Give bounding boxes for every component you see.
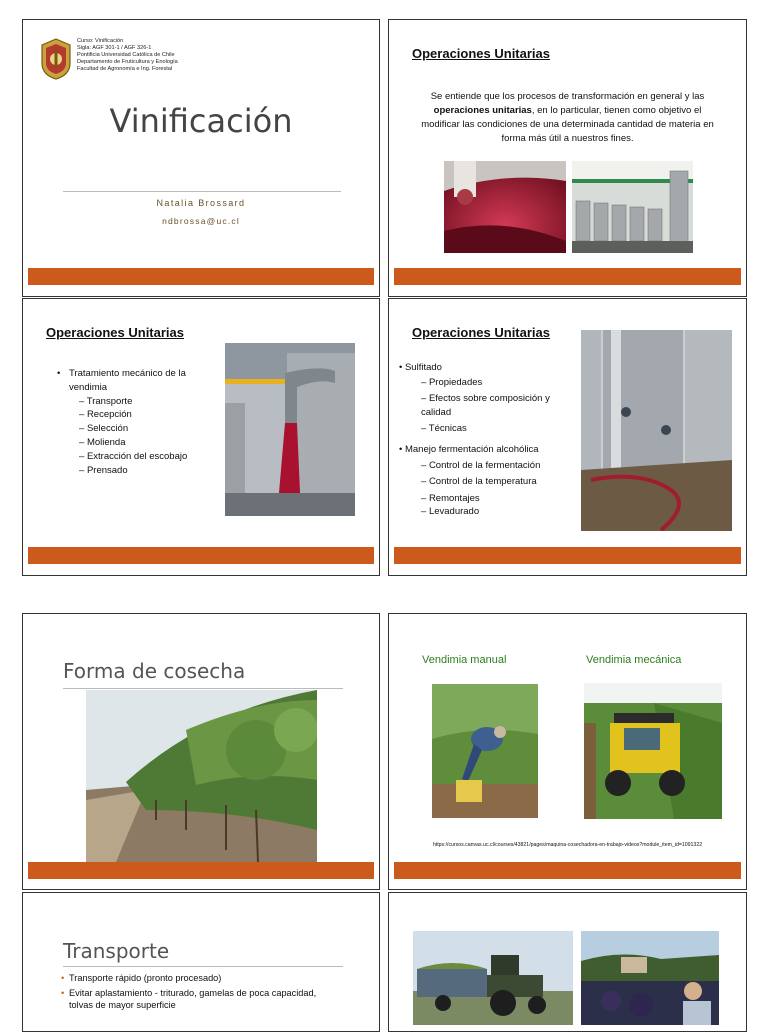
- slide-text: [401, 90, 734, 146]
- subitem-text: Transporte: [86, 395, 133, 407]
- photo-wine-pouring: [444, 161, 566, 253]
- subitem-text: Selección: [86, 423, 129, 435]
- video-link[interactable]: https://cursos.canvas.uc.cl/courses/43821/pages/maquina-cosechadora-en-trabajo-videos?module_item_id=1091322: [432, 842, 703, 848]
- bullet-text: Evitar aplastamiento - triturado, gamelas de poca capacidad, tolvas de mayor superficie: [69, 987, 317, 1010]
- footer-bar: [28, 268, 374, 285]
- list-item: • Transporte rápido (pronto procesado): [61, 973, 222, 983]
- list-subitem: – Técnicas: [421, 422, 467, 434]
- course-line: Sigla: AGF 301-1 / AGF 326-1: [77, 45, 152, 51]
- text-part: forma más útil a nuestros fines.: [501, 133, 634, 144]
- subitem-text: Extracción del escobajo: [86, 450, 188, 462]
- photo-mechanical-harvester: [584, 683, 722, 819]
- subitem-text: Levadurado: [428, 505, 480, 517]
- footer-bar: [394, 268, 741, 285]
- subitem-text: Técnicas: [428, 422, 467, 434]
- slide-title: Operaciones Unitarias: [412, 46, 550, 61]
- list-subitem: – Control de la fermentación: [421, 460, 541, 472]
- course-line: Curso: Vinificación: [77, 38, 124, 44]
- course-line: Departamento de Fruticultura y Enología: [77, 59, 178, 65]
- list-subitem: – Prensado: [79, 464, 128, 476]
- footer-bar: [394, 547, 741, 564]
- list-subitem: – Control de la temperatura: [421, 476, 537, 488]
- slide-title: Transporte: [63, 939, 170, 963]
- course-info: [77, 38, 178, 73]
- slide-2: [388, 19, 747, 297]
- divider: [63, 688, 343, 689]
- course-line: Pontificia Universidad Católica de Chile: [77, 52, 175, 58]
- list-item: • Sulfitado: [399, 362, 442, 373]
- slide-3: [22, 298, 380, 576]
- subitem-text: Molienda: [86, 436, 126, 448]
- slide-8: [388, 892, 747, 1032]
- footer-bar: [28, 862, 374, 879]
- course-line: Facultad de Agronomía e Ing. Forestal: [77, 66, 173, 72]
- author-email: ndbrossa@uc.cl: [162, 216, 240, 226]
- photo-vineyard-rows: [86, 690, 317, 862]
- footer-bar: [28, 547, 374, 564]
- slide-1: [22, 19, 380, 297]
- slide-7: [22, 892, 380, 1032]
- list-item: • Evitar aplastamiento - triturado, gamelas de poca capacidad, tolvas de mayor superficie: [61, 987, 321, 1012]
- list-item: • Manejo fermentación alcohólica: [399, 444, 539, 456]
- list-subitem: – Recepción: [79, 409, 132, 421]
- subitem-text: Propiedades: [428, 377, 483, 389]
- list-subitem: – Molienda: [79, 436, 126, 448]
- subitem-text: Remontajes: [428, 492, 480, 504]
- slide-5: [22, 613, 380, 890]
- subitem-text: Prensado: [86, 464, 128, 476]
- bullet-list: [61, 972, 321, 1012]
- slide-title: Vinificación: [109, 102, 293, 140]
- text-bold: operaciones unitarias: [433, 105, 532, 116]
- subitem-text: Control de la fermentación: [428, 460, 541, 472]
- subitem-text: Control de la temperatura: [428, 476, 537, 488]
- divider: [63, 191, 341, 192]
- list-subitem: – Selección: [79, 423, 129, 435]
- text-part: modificar las condiciones de una determinada cantidad de materia en: [421, 119, 714, 130]
- bullet-list: [57, 367, 217, 477]
- subitem-text: Efectos sobre composición y calidad: [421, 393, 550, 418]
- list-subitem: – Transporte: [79, 395, 133, 407]
- university-seal-icon: [39, 37, 73, 81]
- list-subitem: – Efectos sobre composición y calidad: [421, 393, 550, 418]
- slide-4: [388, 298, 747, 576]
- photo-grapes-bins: [581, 931, 719, 1025]
- text-part: , en lo particular, tienen como objetivo el: [531, 105, 702, 116]
- divider: [63, 966, 343, 967]
- photo-must-flow: [225, 343, 355, 516]
- bullet-list: [399, 361, 577, 518]
- label-vendimia-mecanica: Vendimia mecánica: [586, 654, 682, 666]
- text-part: Se entiende que los procesos de transformación en general y las: [430, 91, 705, 102]
- photo-steel-tanks: [581, 330, 732, 531]
- photo-manual-harvest: [432, 684, 538, 818]
- label-vendimia-manual: Vendimia manual: [422, 654, 507, 666]
- slide-title: Operaciones Unitarias: [412, 325, 550, 340]
- list-item: • Tratamiento mecánico de la vendimia: [57, 367, 217, 395]
- bullet-text: Sulfitado: [404, 362, 442, 373]
- slide-title: Forma de cosecha: [63, 659, 246, 683]
- list-subitem: – Propiedades: [421, 377, 483, 389]
- slide-title: Operaciones Unitarias: [46, 325, 184, 340]
- photo-tractor-trailer: [413, 931, 573, 1025]
- list-subitem: – Remontajes: [421, 492, 480, 504]
- list-subitem: – Extracción del escobajo: [79, 450, 188, 462]
- subitem-text: Recepción: [86, 409, 132, 421]
- author-name: Natalia Brossard: [156, 198, 246, 208]
- list-subitem: – Levadurado: [421, 505, 480, 517]
- footer-bar: [394, 862, 741, 879]
- bullet-text: Tratamiento mecánico de la vendimia: [69, 368, 186, 393]
- bullet-text: Transporte rápido (pronto procesado): [69, 973, 222, 983]
- bullet-text: Manejo fermentación alcohólica: [404, 444, 539, 456]
- photo-winery-tanks: [572, 161, 693, 253]
- slide-6: [388, 613, 747, 890]
